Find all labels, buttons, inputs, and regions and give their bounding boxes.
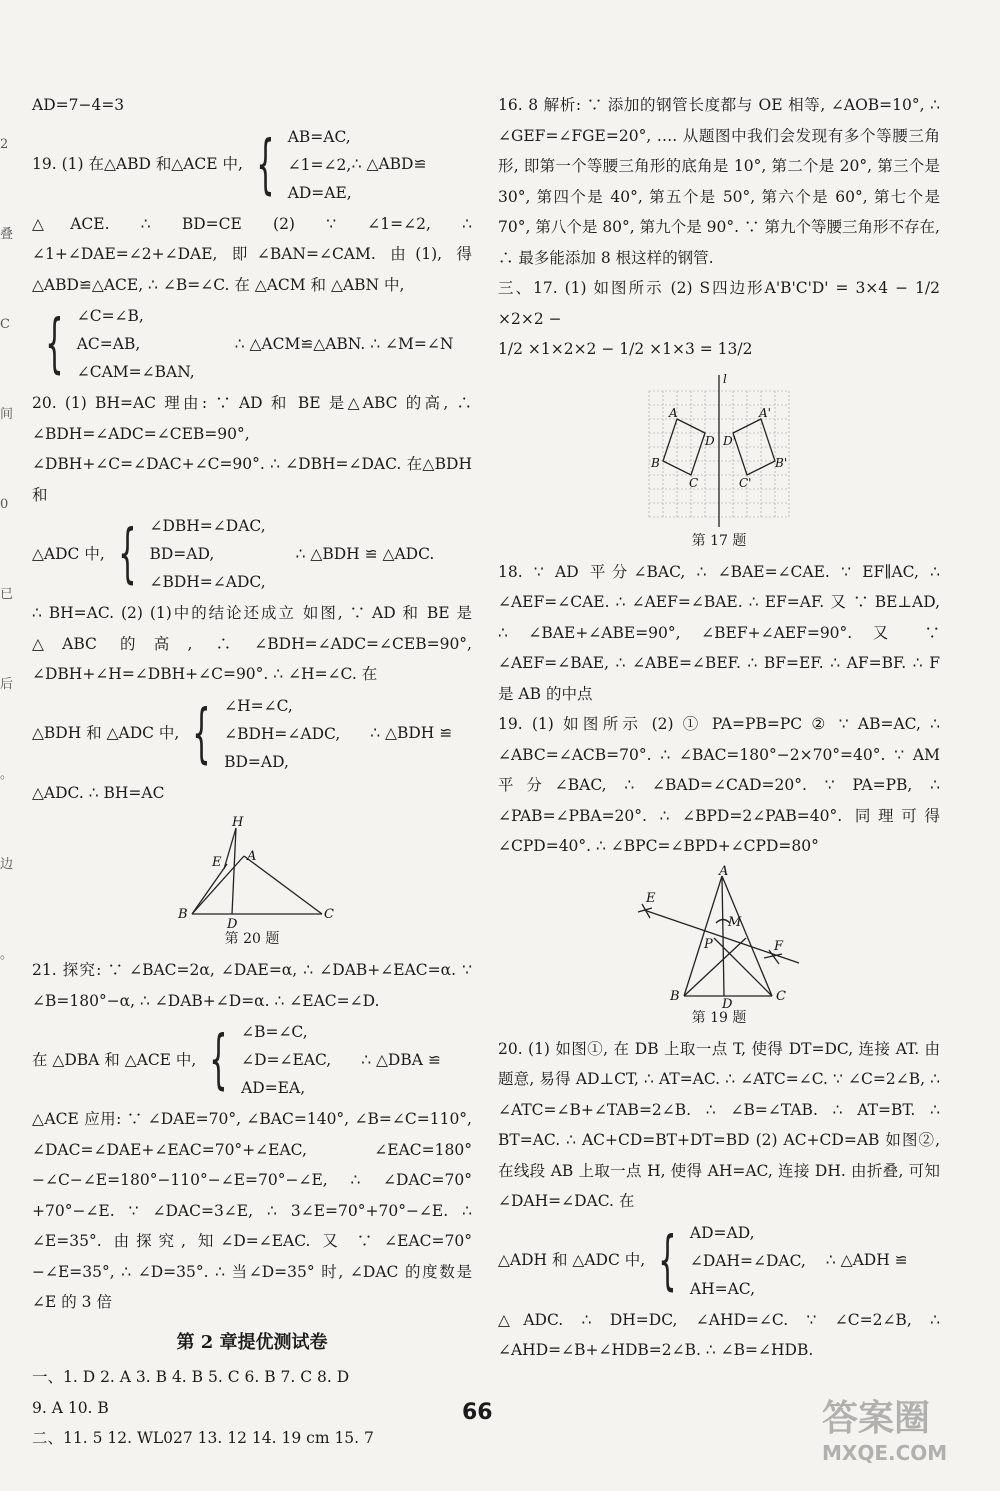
svg-text:A: A bbox=[669, 405, 678, 420]
figure-caption: 第 17 题 bbox=[691, 532, 747, 549]
svg-text:l: l bbox=[723, 371, 727, 386]
svg-text:B': B' bbox=[775, 455, 788, 470]
answer-paragraph: △ADC. ∴ BH=AC bbox=[32, 783, 165, 802]
svg-text:D: D bbox=[227, 917, 238, 932]
figure-19 bbox=[498, 863, 940, 1028]
system-block: △BDH 和 △ADC 中, { ∠H=∠C, ∠BDH=∠ADC, BD=AD, ∴ △BDH ≌ bbox=[32, 696, 453, 771]
svg-text:D': D' bbox=[723, 433, 736, 448]
answer-line: AD=7−4=3 bbox=[32, 96, 125, 114]
answer-paragraph: ∴ BH=AC. (2) (1)中的结论还成立 如图, ∵ AD 和 BE 是△ABC 的高, ∴ ∠BDH=∠ADC=∠CEB=90°, ∠DBH+∠H=∠DBH+∠C=90°. ∴ ∠H=∠C. 在 bbox=[32, 604, 472, 683]
svg-text:E: E bbox=[212, 855, 222, 870]
figure-17 bbox=[498, 371, 940, 551]
svg-text:A': A' bbox=[759, 405, 771, 420]
grid-diagram bbox=[639, 371, 799, 531]
svg-text:B: B bbox=[178, 907, 188, 922]
triangle-diagram bbox=[172, 814, 334, 932]
answer-paragraph: 20. (1) 如图①, 在 DB 上取一点 T, 使得 DT=DC, 连接 AT. 由题意, 易得 AD⊥CT, ∴ AT=AC. ∴ ∠ATC=∠C. ∵ ∠C=2∠B, ∴ ∠ATC=∠B+∠TAB=2∠B. ∴ ∠B=∠TAB. ∴ AT=BT. ∴ BT=AC. ∴ AC+CD=BT+DT=BD (2) AC+CD=AB 如图②, 在线段 AB 上取一点 H, 使得 AH=AC, 连接 DH. 由折叠, 可知∠DAH=∠DAC. 在 bbox=[498, 1039, 940, 1210]
left-column bbox=[32, 90, 472, 1454]
watermark-logo: 答案圈 MXQE.COM bbox=[822, 1398, 948, 1465]
svg-text:A: A bbox=[719, 863, 729, 879]
page-number: 66 bbox=[462, 1400, 493, 1425]
page-edge-text: 2 叠 C 间 0 已 后 。 边 。 bbox=[0, 137, 14, 962]
answer-line: 二、11. 5 12. WL027 13. 12 14. 19 cm 15. 7 bbox=[32, 1429, 374, 1447]
answer-paragraph: 20. (1) BH=AC 理由: ∵ AD 和 BE 是△ABC 的高, ∴ ∠BDH=∠ADC=∠CEB=90°, ∠DBH+∠C=∠DAC+∠C=90°. ∴ ∠DBH=∠DAC. 在△BDH 和 bbox=[32, 394, 472, 504]
answer-line: 一、1. D 2. A 3. B 4. B 5. C 6. B 7. C 8. D bbox=[32, 1368, 350, 1386]
svg-text:C: C bbox=[689, 475, 699, 490]
system-block: 在 △DBA 和 △ACE 中, { ∠B=∠C, ∠D=∠EAC, AD=EA, ∴ △DBA ≌ bbox=[32, 1023, 441, 1097]
triangle-construction-diagram bbox=[624, 863, 814, 1012]
answer-paragraph: 16. 8 解析: ∵ 添加的钢管长度都与 OE 相等, ∠AOB=10°, ∴ ∠GEF=∠FGE=20°, …. 从题图中我们会发现有多个等腰三角形, 即第一个等腰三角形的底角是 10°, 第二个是 20°, 第三个是 30°, 第四个是 40°, 第五个是 50°, 第六个是 60°, 第七个是 70°, 第八个是 80°, 第九个是 90°. ∵ 第九个等腰三角形不存在, ∴ 最多能添加 8 根这样的钢管. bbox=[498, 96, 940, 267]
svg-text:C: C bbox=[324, 907, 334, 922]
answer-line: 1/2 ×1×2×2 − 1/2 ×1×3 = 13/2 bbox=[498, 340, 753, 358]
answer-line: 三、17. (1) 如图所示 (2) S四边形A'B'C'D' = 3×4 − 1/2 ×2×2 − bbox=[498, 279, 940, 328]
answer-paragraph: △ACE. ∴ BD=CE (2) ∵ ∠1=∠2, ∴ ∠1+∠DAE=∠2+∠DAE, 即∠BAN=∠CAM. 由(1), 得△ABD≌△ACE, ∴ ∠B=∠C. 在 △ACM 和 △ABN 中, bbox=[32, 214, 472, 294]
answer-paragraph: △ADC. ∴ DH=DC, ∠AHD=∠C. ∵ ∠C=2∠B, ∴ ∠AHD=∠B+∠HDB=2∠B. ∴ ∠B=∠HDB. bbox=[498, 1310, 940, 1359]
svg-text:B: B bbox=[651, 455, 660, 470]
answer-line: 9. A 10. B bbox=[32, 1398, 109, 1417]
figure-caption: 第 20 题 bbox=[224, 931, 280, 947]
answer-paragraph: △ACE 应用: ∵ ∠DAE=70°, ∠BAC=140°, ∠B=∠C=110°, ∠DAC=∠DAE+∠EAC=70°+∠EAC, ∠EAC=180°−∠C−∠E=180°−110°−∠E=70°−∠E, ∴ ∠DAC=70°+70°−∠E. ∵ ∠DAC=3∠E, ∴ 3∠E=70°+70°−∠E. ∴ ∠E=35°. 由探究, 知∠D=∠EAC. 又 ∵ ∠EAC=70°−∠E=35°, ∴ ∠D=35°. ∴ 当∠D=35° 时, ∠DAC 的度数是∠E 的 3 倍 bbox=[32, 1110, 472, 1311]
svg-text:A: A bbox=[247, 849, 257, 864]
system-block: △ADH 和 △ADC 中, { AD=AD, ∠DAH=∠DAC, AH=AC, ∴ △ADH ≌ bbox=[498, 1223, 908, 1298]
system-block: { ∠C=∠B, AC=AB, ∠CAM=∠BAN, ∴ △ACM≌△ABN. ∴ ∠M=∠N bbox=[45, 307, 454, 381]
svg-text:F: F bbox=[774, 938, 784, 954]
svg-text:P: P bbox=[704, 936, 713, 952]
svg-text:M: M bbox=[728, 914, 742, 930]
system-block: △ADC 中, { ∠DBH=∠DAC, BD=AD, ∠BDH=∠ADC, ∴ △BDH ≌ △ADC. bbox=[32, 517, 435, 591]
answer-paragraph: 18. ∵ AD 平分∠BAC, ∴ ∠BAE=∠CAE. ∵ EF∥AC, ∴ ∠AEF=∠CAE. ∴ ∠AEF=∠BAE. ∴ EF=AF. 又 ∵ BE⊥AD, ∴ ∠BAE+∠ABE=90°, ∠BEF+∠AEF=90°. 又 ∵ ∠AEF=∠BAE, ∴ ∠ABE=∠BEF. ∴ BF=EF. ∴ AF=BF. ∴ F 是 AB 的中点 bbox=[498, 562, 940, 703]
svg-text:C: C bbox=[776, 988, 786, 1004]
svg-text:B: B bbox=[670, 988, 680, 1004]
svg-text:D: D bbox=[722, 996, 733, 1012]
answer-paragraph: 21. 探究: ∵ ∠BAC=2α, ∠DAE=α, ∴ ∠DAB+∠EAC=α. ∵ ∠B=180°−α, ∴ ∠DAB+∠D=α. ∴ ∠EAC=∠D. bbox=[32, 961, 472, 1010]
svg-text:E: E bbox=[646, 890, 656, 906]
figure-caption: 第 19 题 bbox=[691, 1009, 747, 1026]
svg-text:C': C' bbox=[739, 475, 752, 490]
figure-20 bbox=[32, 814, 472, 949]
section-title: 第 2 章提优测试卷 bbox=[176, 1331, 328, 1353]
right-column bbox=[498, 90, 940, 1366]
system-block: 19. (1) 在△ABD 和△ACE 中, { AB=AC, ∠1=∠2, AD=AE, ∴ △ABD≌ bbox=[32, 127, 427, 202]
svg-text:H: H bbox=[232, 815, 244, 830]
svg-text:D: D bbox=[705, 433, 715, 448]
answer-paragraph: 19. (1) 如图所示 (2) ① PA=PB=PC ② ∵ AB=AC, ∴ ∠ABC=∠ACB=70°. ∴ ∠BAC=180°−2×70°=40°. ∵ AM 平分∠BAC, ∴ ∠BAD=∠CAD=20°. ∵ PA=PB, ∴ ∠PAB=∠PBA=20°. ∴ ∠BPD=2∠PAB=40°. 同理可得∠CPD=40°. ∴ ∠BPC=∠BPD+∠CPD=80° bbox=[498, 715, 940, 855]
